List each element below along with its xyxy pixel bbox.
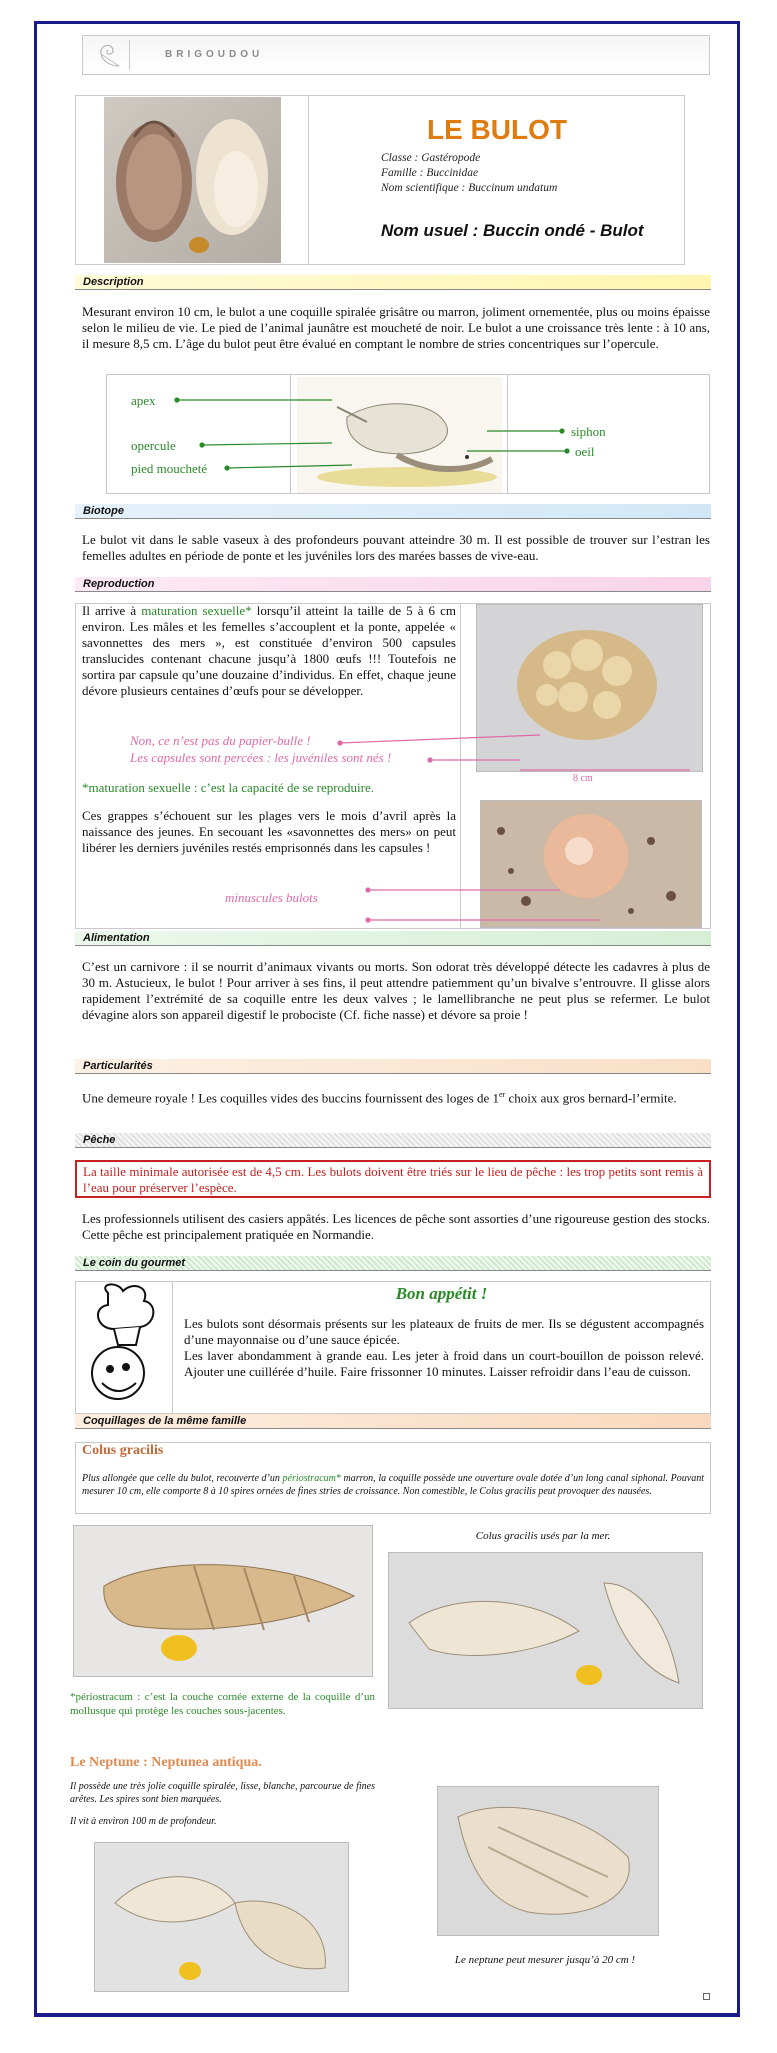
neptune-shells-photo — [94, 1842, 349, 1992]
gourmet-text-1: Les bulots sont désormais présents sur les plateaux de fruits de mer. Ils se dégustent accompagnés d’une mayonnaise ou d’une sauce épicée. — [184, 1316, 704, 1347]
nom-scientifique: Nom scientifique : Buccinum undatum — [381, 182, 558, 194]
alimentation-text: C’est un carnivore : il se nourrit d’animaux vivants ou morts. Son odorat très développé détecte les cadavres à plus de 30 m. Astucieux, le bulot ! Pour arriver à ses fins, il peut attendre patiemment qu’un bivalve s’entrouvre. Il glisse alors rapidement l’extrémité de sa coquille entre les deux valves ; le lamellibranche ne peut plus se refermer. Le bulot dévagine alors son appareil digestif le probociste (Cf. fiche nasse) et dévore sa proie ! — [82, 959, 710, 1022]
biotope-text: Le bulot vit dans le sable vaseux à des profondeurs pouvant atteindre 30 m. Il est possible de trouver sur l’estran les femelles adultes en période de ponte et les juvéniles lors des marées basses de vive-eau. — [82, 532, 710, 563]
brand-name: BRIGOUDOU — [165, 49, 264, 60]
scale-8cm: 8 cm — [573, 773, 593, 784]
chef-illustration — [78, 1283, 170, 1411]
section-heading-alimentation: Alimentation — [75, 931, 711, 946]
nom-usuel: Nom usuel : Buccin ondé - Bulot — [381, 221, 644, 240]
colus-text: Plus allongée que celle du bulot, recouverte d’un périostracum* marron, la coquille possède une ouverture ovale dotée d’un long canal siphonal. Pouvant mesurer 10 cm, elle comporte 8 à 10 spires ornées de fines stries de croissance. Non comestible, le Colus gracilis peut provoquer des nausées. — [82, 1473, 705, 1497]
gourmet-text-2: Les laver abondamment à grande eau. Les jeter à froid dans un court-bouillon de poisson relevé. Ajouter une cuillérée d’huile. Faire frissonner 10 minutes. Laisser refroidir dans l’eau de cuisson. — [184, 1348, 704, 1379]
section-heading-description: Description — [75, 275, 711, 290]
colus-caption: Colus gracilis usés par la mer. — [475, 1530, 611, 1542]
maturation-term: maturation sexuelle* — [141, 603, 252, 618]
label-opercule: opercule — [131, 438, 176, 453]
section-heading-famille: Coquillages de la même famille — [75, 1414, 711, 1429]
note-minuscules-bulots: minuscules bulots — [225, 890, 318, 905]
section-heading-particularites: Particularités — [75, 1059, 711, 1074]
famille: Famille : Buccinidae — [381, 167, 479, 179]
neptune-title: Le Neptune : Neptunea antiqua. — [70, 1755, 262, 1770]
reproduction-text-1: Il arrive à maturation sexuelle* lorsqu’il atteint la taille de 5 à 6 cm environ. Les mâles et les femelles s’accouplent et la ponte, appelée « savonnettes des mers », est constituée d’environ 500 capsules translucides contenant chacune jusqu’à 1800 œufs !!! Toutefois ne sortira par capsule qu’une douzaine d’individus. En effet, chaque jeune dévore plusieurs centaines d’œufs pour se développer. — [82, 603, 456, 698]
neptune-photo — [437, 1786, 659, 1936]
label-pied-mouchete: pied moucheté — [131, 461, 208, 476]
end-marker-icon — [703, 1993, 710, 2000]
peche-warning[interactable]: La taille minimale autorisée est de 4,5 cm. Les bulots doivent être triés sur le lieu de pêche : les trop petits sont remis à l’eau pour préserver l’espèce. — [75, 1160, 711, 1198]
particularites-text: Une demeure royale ! Les coquilles vides des buccins fournissent des loges de 1er choix aux gros bernard-l’ermite. — [82, 1090, 677, 1106]
reproduction-pointers — [0, 0, 777, 960]
periostracum-term: périostracum* — [282, 1473, 341, 1484]
note-papier-bulle: Non, ce n’est pas du papier-bulle ! — [130, 733, 311, 748]
classe: Classe : Gastéropode — [381, 152, 481, 164]
peche-text: Les professionnels utilisent des casiers appâtés. Les licences de pêche sont assorties d’une rigoureuse gestion des stocks. Cette pêche est principalement pratiquée en Normandie. — [82, 1211, 710, 1242]
neptune-caption: Le neptune peut mesurer jusqu’à 20 cm ! — [454, 1954, 636, 1966]
label-oeil: oeil — [575, 444, 595, 459]
periostracum-definition: *périostracum : c’est la couche cornée externe de la coquille d’un mollusque qui protège les couches sous-jacentes. — [70, 1691, 375, 1717]
colus-gracilis-photo — [73, 1525, 373, 1677]
section-heading-reproduction: Reproduction — [75, 577, 711, 592]
label-siphon: siphon — [571, 424, 606, 439]
colus-title: Colus gracilis — [82, 1443, 164, 1458]
note-capsules: Les capsules sont percées : les juvéniles sont nés ! — [130, 750, 392, 765]
description-text: Mesurant environ 10 cm, le bulot a une coquille spiralée grisâtre ou marron, joliment ornementée, plus ou moins épaisse selon le milieu de vie. Le pied de l’animal jaunâtre est moucheté de noir. Le bulot a une croissance très lente : à 10 ans, il mesure 8,5 cm. L’âge du bulot peut être évalué en comptant le nombre de stries concentriques sur l’opercule. — [82, 304, 710, 351]
maturation-definition: *maturation sexuelle : c’est la capacité de se reproduire. — [82, 780, 375, 795]
label-apex: apex — [131, 393, 156, 408]
gourmet-title: Bon appétit ! — [395, 1284, 488, 1303]
section-heading-peche: Pêche — [75, 1133, 711, 1148]
section-heading-biotope: Biotope — [75, 504, 711, 519]
section-heading-gourmet: Le coin du gourmet — [75, 1256, 711, 1271]
neptune-text-1: Il possède une très jolie coquille spiralée, lisse, blanche, parcourue de fines arêtes. Les spires sont bien marquées. — [70, 1781, 375, 1805]
reproduction-text-2: Ces grappes s’échouent sur les plages vers le mois d’avril après la naissance des jeunes. En secouant les «savonnettes des mers» on peut libérer les derniers juvéniles restés emprisonnés dans les capsules ! — [82, 808, 456, 855]
page-title: LE BULOT — [427, 114, 567, 145]
neptune-text-2: Il vit à environ 100 m de profondeur. — [70, 1816, 217, 1827]
colus-worn-photo — [388, 1552, 703, 1709]
